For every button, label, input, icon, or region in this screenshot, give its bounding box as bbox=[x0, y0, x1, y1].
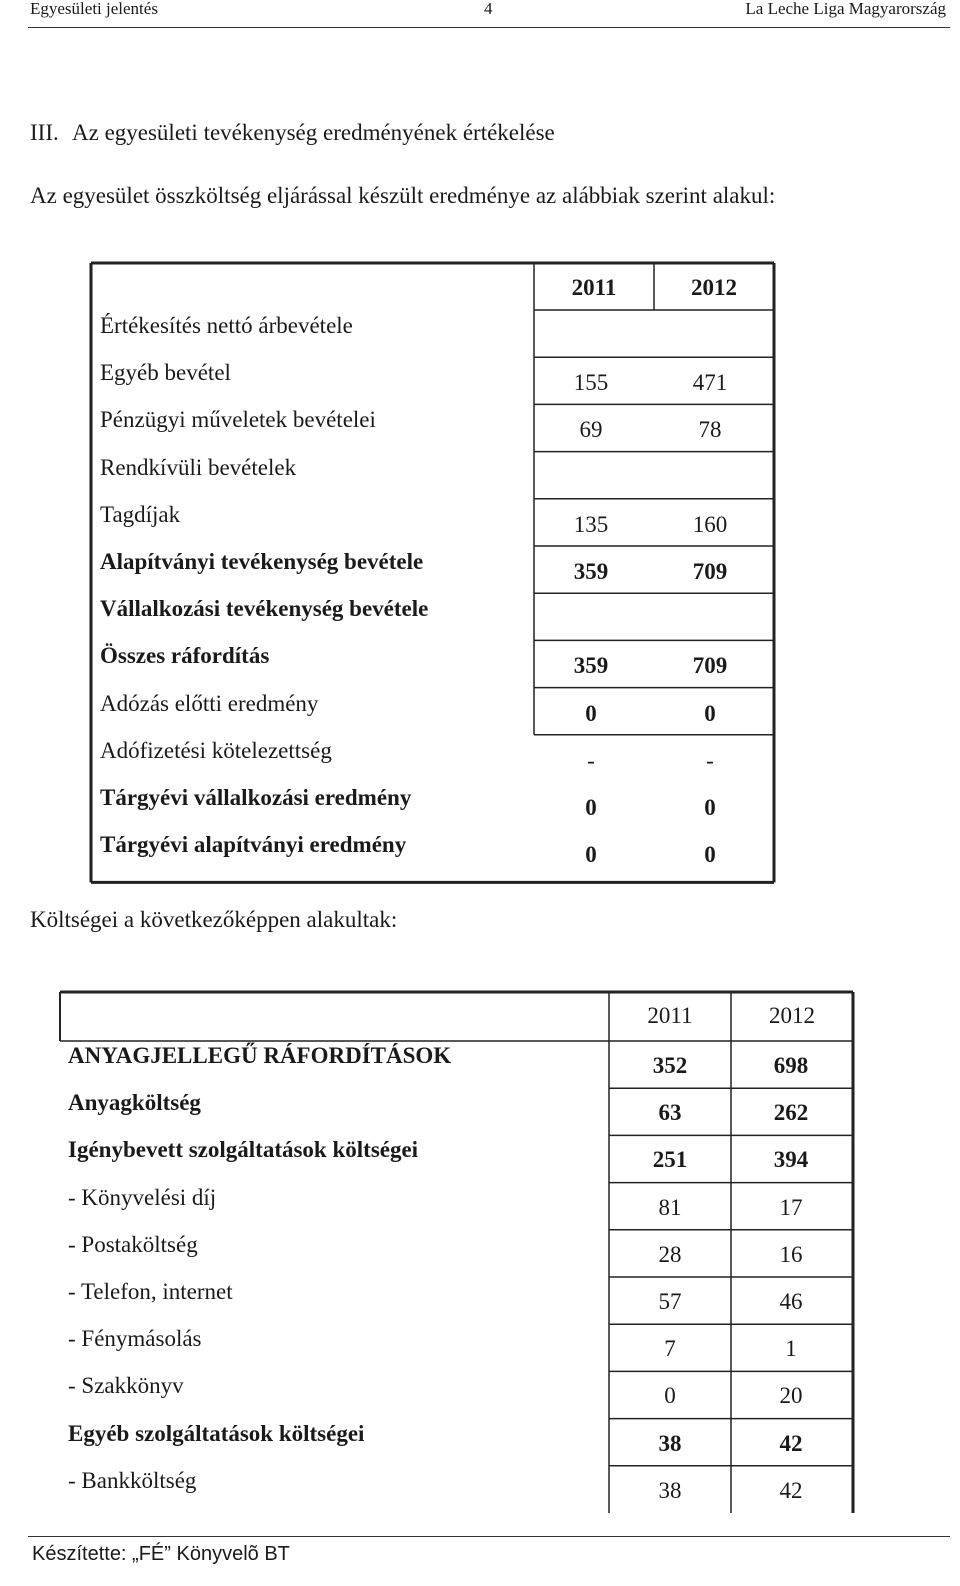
cost-value-2011: 251 bbox=[652, 1147, 688, 1173]
value-2011: 359 bbox=[573, 653, 609, 679]
cost-row-label: Anyagköltség bbox=[68, 1090, 201, 1116]
cost-year-2012-header: 2012 bbox=[769, 1003, 815, 1028]
cost-value-2011: 352 bbox=[652, 1053, 688, 1078]
cost-value-2012: 394 bbox=[773, 1147, 809, 1173]
cost-row-label: - Bankköltség bbox=[68, 1467, 197, 1493]
header-right-title: La Leche Liga Magyarország bbox=[745, 0, 946, 18]
row-label: Pénzügyi műveletek bevételei bbox=[100, 407, 376, 433]
intro-paragraph: Az egyesület összköltség eljárással készült eredménye az alábbiak szerint alakul: bbox=[30, 183, 776, 208]
row-label: Adózás előtti eredmény bbox=[100, 690, 319, 716]
cost-value-2011: 0 bbox=[664, 1383, 676, 1409]
value-2012: 160 bbox=[692, 511, 728, 537]
value-2011: 0 bbox=[585, 795, 597, 820]
cost-value-2012: 17 bbox=[779, 1194, 803, 1220]
cost-row-label: Igénybevett szolgáltatások költségei bbox=[68, 1137, 419, 1163]
value-2012: 78 bbox=[698, 417, 722, 443]
cost-row-label: ANYAGJELLEGŰ RÁFORDÍTÁSOK bbox=[68, 1043, 452, 1068]
value-2012: 709 bbox=[692, 559, 728, 584]
cost-value-2012: 16 bbox=[779, 1241, 803, 1267]
footer-rule bbox=[28, 1536, 950, 1537]
cost-value-2012: 262 bbox=[773, 1100, 809, 1126]
cost-row-label: - Fénymásolás bbox=[68, 1326, 202, 1352]
row-label: Rendkívüli bevételek bbox=[100, 454, 297, 480]
cost-value-2012: 698 bbox=[773, 1053, 809, 1078]
cost-year-2011-header: 2011 bbox=[647, 1003, 693, 1028]
row-label: Alapítványi tevékenység bevétele bbox=[100, 549, 424, 574]
cost-value-2011: 28 bbox=[658, 1241, 682, 1267]
value-2012: 0 bbox=[704, 842, 716, 868]
value-2011: 155 bbox=[573, 370, 609, 396]
value-2012: - bbox=[706, 747, 714, 773]
cost-value-2011: 81 bbox=[658, 1194, 682, 1220]
row-label: Értékesítés nettó árbevétele bbox=[100, 313, 353, 338]
cost-value-2012: 1 bbox=[785, 1336, 797, 1362]
value-2011: 0 bbox=[585, 842, 597, 868]
cost-value-2012: 42 bbox=[779, 1477, 803, 1503]
header-left-title: Egyesületi jelentés bbox=[30, 0, 158, 18]
cost-row-label: - Telefon, internet bbox=[68, 1279, 233, 1304]
value-2011: 0 bbox=[585, 700, 597, 726]
cost-row-label: - Szakkönyv bbox=[68, 1373, 184, 1399]
value-2011: 359 bbox=[573, 559, 609, 584]
row-label: Tagdíjak bbox=[100, 501, 181, 527]
section-number: III. bbox=[30, 120, 59, 145]
cost-row-label: - Könyvelési díj bbox=[68, 1184, 217, 1210]
value-2012: 0 bbox=[704, 700, 716, 726]
costs-intro: Költségei a következőképpen alakultak: bbox=[30, 907, 398, 932]
row-label: Egyéb bevétel bbox=[100, 360, 231, 386]
cost-value-2012: 42 bbox=[779, 1430, 803, 1456]
page-number: 4 bbox=[484, 0, 493, 18]
year-2012-header: 2012 bbox=[691, 275, 737, 300]
cost-value-2012: 20 bbox=[779, 1383, 803, 1409]
row-label: Tárgyévi alapítványi eredmény bbox=[100, 832, 407, 858]
year-2011-header: 2011 bbox=[571, 275, 617, 300]
value-2011: 69 bbox=[579, 417, 603, 443]
cost-value-2011: 7 bbox=[664, 1336, 676, 1362]
value-2012: 471 bbox=[692, 370, 728, 396]
cost-row-label: - Postaköltség bbox=[68, 1231, 198, 1257]
cost-value-2011: 57 bbox=[658, 1289, 682, 1314]
cost-row-label: Egyéb szolgáltatások költségei bbox=[68, 1420, 365, 1446]
cost-value-2011: 38 bbox=[658, 1477, 682, 1503]
row-label: Vállalkozási tevékenység bevétele bbox=[100, 596, 429, 622]
value-2011: - bbox=[587, 747, 595, 773]
cost-value-2012: 46 bbox=[779, 1289, 803, 1314]
section-title: Az egyesületi tevékenység eredményének értékelése bbox=[72, 120, 555, 145]
footer-credit: Készítette: „FÉ” Könyvelõ BT bbox=[32, 1543, 290, 1565]
cost-value-2011: 38 bbox=[658, 1430, 682, 1456]
value-2012: 0 bbox=[704, 795, 716, 820]
row-label: Adófizetési kötelezettség bbox=[100, 737, 332, 763]
row-label: Tárgyévi vállalkozási eredmény bbox=[100, 785, 412, 810]
cost-value-2011: 63 bbox=[658, 1100, 682, 1126]
row-label: Összes ráfordítás bbox=[100, 643, 270, 669]
value-2012: 709 bbox=[692, 653, 728, 679]
value-2011: 135 bbox=[573, 511, 609, 537]
